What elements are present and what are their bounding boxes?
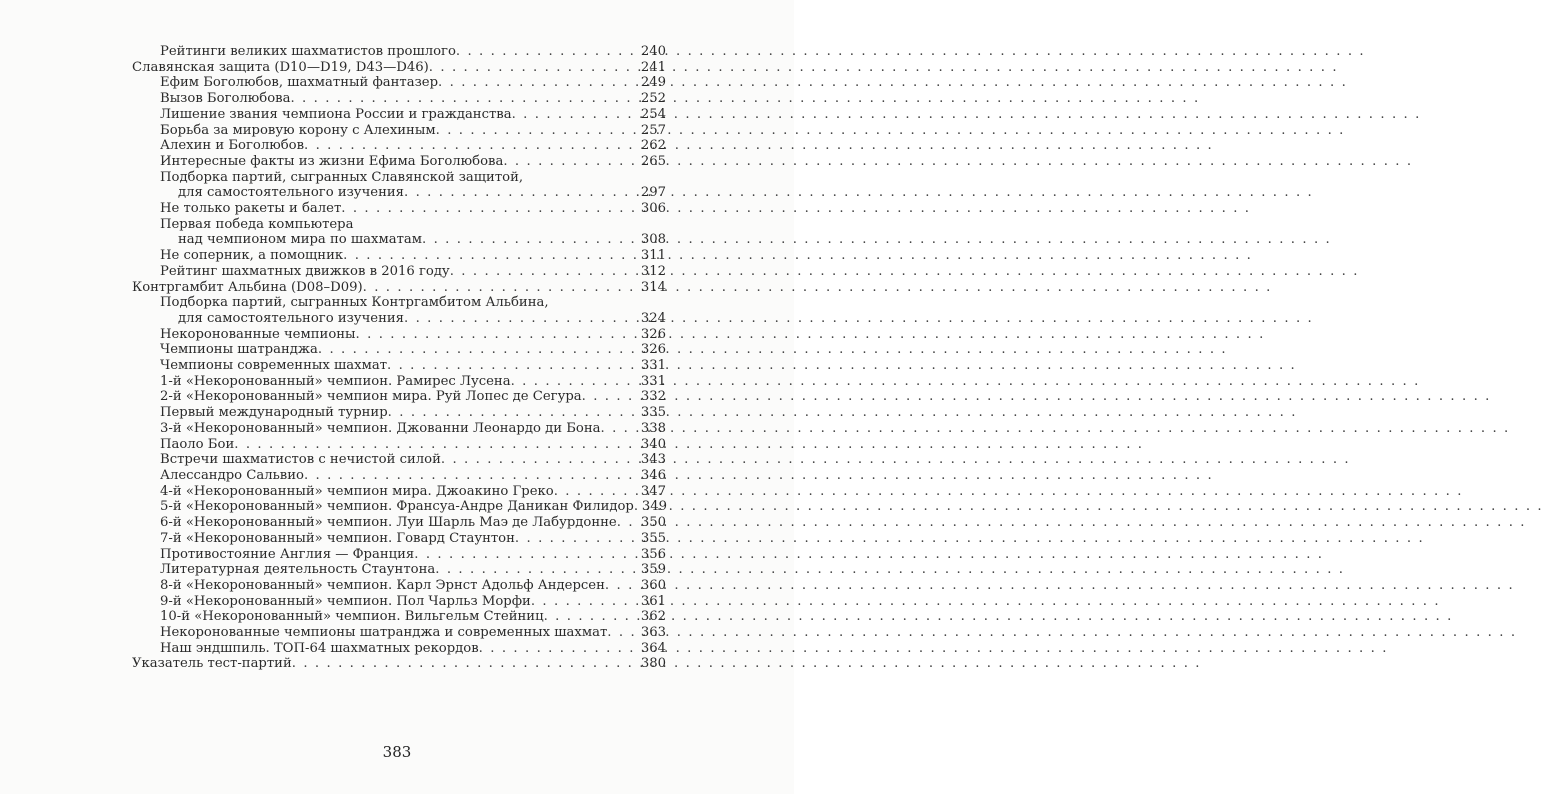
- table-of-contents: [132, 44, 666, 672]
- toc-entry-page-number: 254: [640, 106, 666, 122]
- toc-entry-title: Некоронованные чемпионы шатранджа и современных шахмат: [160, 625, 608, 641]
- toc-entry-page-number: 380: [640, 656, 666, 672]
- toc-entry-page-number: 331: [640, 358, 666, 374]
- toc-entry-title-line: Подборка партий, сыгранных Контргамбитом Альбина,: [160, 295, 549, 311]
- dot-leader: [582, 389, 639, 405]
- toc-entry-title: Борьба за мировую корону с Алехиным: [160, 122, 436, 138]
- toc-entry-title: Рейтинги великих шахматистов прошлого: [160, 44, 456, 59]
- toc-entry-page-number: 359: [640, 562, 666, 578]
- toc-entry: [132, 264, 666, 280]
- toc-entry: [132, 91, 666, 107]
- toc-entry-title: Контргамбит Альбина (D08–D09): [132, 279, 363, 295]
- toc-entry-page-number: 340: [640, 436, 666, 452]
- dot-leader: [503, 154, 639, 170]
- dot-leader: [515, 531, 639, 547]
- toc-entry: [132, 421, 666, 437]
- toc-entry-page-number: 335: [640, 405, 666, 421]
- toc-entry-page-number: 326: [640, 326, 666, 342]
- toc-entry: [132, 280, 666, 296]
- page-number: 383: [382, 743, 412, 761]
- toc-entry-title: 10-й «Некоронованный» чемпион. Вильгельм Стейниц: [160, 609, 544, 625]
- toc-entry-page-number: 312: [640, 263, 666, 279]
- toc-entry-title: 3-й «Некоронованный» чемпион. Джованни Леонардо ди Бона: [160, 420, 601, 436]
- toc-entry: [132, 452, 666, 468]
- toc-entry-title: Первый международный турнир: [160, 405, 388, 421]
- toc-entry-page-number: 364: [640, 640, 666, 656]
- toc-entry-title: Чемпионы современных шахмат: [160, 358, 387, 374]
- toc-entry: [132, 405, 666, 421]
- toc-entry: [132, 358, 666, 374]
- toc-entry: [132, 107, 666, 123]
- dot-leader: [601, 421, 639, 437]
- toc-entry-page-number: 332: [640, 389, 666, 405]
- dot-leader: [605, 578, 639, 594]
- dot-leader: [531, 594, 639, 610]
- toc-entry: [132, 248, 666, 264]
- toc-entry-title: Литературная деятельность Стаунтона: [160, 562, 436, 578]
- toc-entry-page-number: 331: [640, 373, 666, 389]
- dot-leader: [436, 123, 639, 139]
- toc-entry-title-line: Первая победа компьютера: [160, 216, 354, 232]
- toc-entry: [132, 327, 666, 343]
- dot-leader: [234, 437, 639, 453]
- toc-entry: [132, 342, 666, 358]
- toc-entry: [132, 44, 666, 60]
- toc-entry: [132, 656, 666, 672]
- dot-leader: [554, 484, 639, 500]
- toc-entry-page-number: 349: [641, 499, 668, 515]
- toc-entry-title: над чемпионом мира по шахматам: [178, 232, 423, 248]
- toc-entry-title: Указатель тест-партий: [132, 656, 292, 672]
- toc-entry-page-number: 347: [640, 483, 666, 499]
- toc-entry: [132, 531, 666, 547]
- toc-entry: [132, 217, 666, 248]
- toc-entry: [132, 547, 666, 563]
- toc-entry-page-number: 360: [640, 577, 666, 593]
- dot-leader: [617, 515, 639, 531]
- toc-entry-title: Некоронованные чемпионы: [160, 326, 356, 342]
- toc-entry-title: Паоло Бои: [160, 436, 235, 452]
- dot-leader: [304, 468, 639, 484]
- toc-entry-page-number: 324: [640, 310, 666, 326]
- toc-entry-title: Ефим Боголюбов, шахматный фантазер: [160, 75, 439, 91]
- dot-leader: [422, 232, 639, 248]
- toc-entry: [132, 389, 666, 405]
- toc-entry-page-number: 355: [640, 530, 666, 546]
- toc-entry-page-number: 356: [640, 546, 666, 562]
- toc-entry: [132, 138, 666, 154]
- dot-leader: [544, 609, 639, 625]
- toc-entry: [132, 201, 666, 217]
- toc-entry-title: Противостояние Англия — Франция: [160, 546, 415, 562]
- toc-entry-page-number: 346: [640, 467, 666, 483]
- dot-leader: [438, 75, 639, 91]
- toc-entry: [132, 515, 666, 531]
- toc-entry-page-number: 265: [640, 153, 666, 169]
- toc-entry-title: для самостоятельного изучения: [178, 310, 404, 326]
- dot-leader: [414, 547, 639, 563]
- toc-entry-title: 7-й «Некоронованный» чемпион. Говард Стаунтон: [160, 530, 515, 546]
- toc-entry-title: для самостоятельного изучения: [178, 185, 404, 201]
- toc-entry: [132, 154, 666, 170]
- toc-entry-page-number: 240: [640, 44, 666, 59]
- toc-entry-title: Встречи шахматистов с нечистой силой: [160, 452, 441, 468]
- toc-entry-title: 9-й «Некоронованный» чемпион. Пол Чарльз Морфи: [160, 593, 531, 609]
- toc-entry-title: 4-й «Некоронованный» чемпион мира. Джоакино Греко: [160, 483, 554, 499]
- toc-entry-page-number: 314: [640, 279, 666, 295]
- dot-leader: [387, 358, 639, 374]
- toc-entry-page-number: 249: [640, 75, 666, 91]
- toc-entry: [132, 484, 666, 500]
- toc-entry-title: Алессандро Сальвио: [160, 467, 304, 483]
- dot-leader: [441, 452, 639, 468]
- dot-leader: [290, 91, 638, 107]
- toc-entry: [132, 562, 666, 578]
- dot-leader: [479, 641, 639, 657]
- dot-leader: [341, 201, 639, 217]
- dot-leader: [343, 248, 639, 264]
- toc-entry: [132, 60, 666, 76]
- toc-entry-page-number: 350: [640, 515, 666, 531]
- toc-entry: [132, 468, 666, 484]
- toc-entry-page-number: 252: [640, 91, 666, 107]
- toc-entry: [132, 437, 666, 453]
- dot-leader: [450, 264, 639, 280]
- toc-entry-title: Чемпионы шатранджа: [160, 342, 318, 358]
- dot-leader: [388, 405, 639, 421]
- toc-entry: [132, 123, 666, 139]
- toc-entry: [132, 578, 666, 594]
- toc-entry-title: Не соперник, а помощник: [160, 248, 344, 264]
- dot-leader: [404, 311, 639, 327]
- toc-entry: [132, 625, 666, 641]
- dot-leader: [456, 44, 639, 60]
- dot-leader: [318, 342, 639, 358]
- dot-leader: [607, 625, 639, 641]
- toc-entry-title: Вызов Боголюбова: [160, 91, 291, 107]
- toc-entry-title-line: Подборка партий, сыгранных Славянской защитой,: [160, 169, 524, 185]
- dot-leader: [429, 60, 639, 76]
- toc-entry: [132, 499, 666, 515]
- toc-entry-title: 2-й «Некоронованный» чемпион мира. Руй Лопес де Сегура: [160, 389, 582, 405]
- toc-entry-page-number: 362: [640, 609, 666, 625]
- toc-entry: [132, 170, 666, 201]
- toc-entry-page-number: 363: [640, 625, 666, 641]
- toc-entry: [132, 75, 666, 91]
- toc-entry-page-number: 257: [640, 122, 666, 138]
- toc-entry-title: Славянская защита (D10—D19, D43—D46): [132, 59, 429, 75]
- toc-entry: [132, 641, 666, 657]
- toc-entry-page-number: 338: [640, 420, 666, 436]
- toc-entry-page-number: 297: [640, 185, 666, 201]
- toc-entry-page-number: 326: [640, 342, 666, 358]
- toc-entry: [132, 374, 666, 390]
- toc-entry-title: 8-й «Некоронованный» чемпион. Карл Эрнст Адольф Андерсен: [160, 577, 605, 593]
- toc-entry-page-number: 262: [640, 138, 666, 154]
- toc-entry-page-number: 306: [640, 201, 666, 217]
- toc-entry-title: 6-й «Некоронованный» чемпион. Луи Шарль Маэ де Лабурдонне: [160, 515, 617, 531]
- toc-entry-title: Интересные факты из жизни Ефима Боголюбова: [160, 153, 504, 169]
- toc-entry-title: Не только ракеты и балет: [160, 201, 342, 217]
- dot-leader: [404, 185, 639, 201]
- dot-leader: [511, 374, 639, 390]
- toc-entry-page-number: 361: [640, 593, 666, 609]
- toc-entry: [132, 609, 666, 625]
- toc-entry: [132, 295, 666, 326]
- toc-entry-page-number: 343: [640, 452, 666, 468]
- toc-entry-page-number: 308: [640, 232, 666, 248]
- toc-entry: [132, 594, 666, 610]
- dot-leader: [356, 327, 639, 343]
- dot-leader: [512, 107, 639, 123]
- toc-entry-title: Лишение звания чемпиона России и гражданства: [160, 106, 512, 122]
- toc-entry-page-number: 241: [640, 59, 666, 75]
- toc-entry-title: 1-й «Некоронованный» чемпион. Рамирес Лусена: [160, 373, 511, 389]
- dot-leader: [363, 280, 639, 296]
- dot-leader: [292, 656, 639, 672]
- toc-entry-title: Рейтинг шахматных движков в 2016 году: [160, 263, 450, 279]
- toc-entry-title: Алехин и Боголюбов: [160, 138, 305, 154]
- dot-leader: [435, 562, 639, 578]
- toc-entry-page-number: 311: [640, 248, 666, 264]
- toc-entry-title: Наш эндшпиль. ТОП-64 шахматных рекордов: [160, 640, 479, 656]
- dot-leader: [304, 138, 639, 154]
- toc-entry-title: 5-й «Некоронованный» чемпион. Франсуа-Андре Даникан Филидор: [160, 499, 634, 515]
